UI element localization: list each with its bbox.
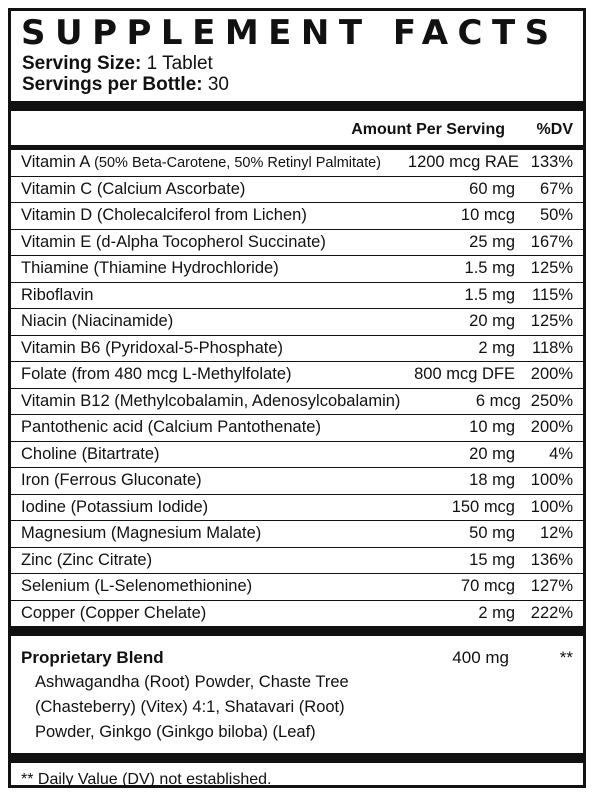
nutrient-dv: 200% [530, 418, 573, 437]
nutrient-label: Vitamin D [21, 206, 93, 225]
column-header [11, 115, 583, 145]
nutrient-name [21, 259, 365, 278]
nutrient-label: Zinc [21, 550, 53, 569]
serving-size [22, 53, 583, 74]
nutrient-row [11, 389, 583, 416]
servings-value: 30 [207, 74, 229, 95]
nutrient-dv: 200% [530, 365, 573, 384]
nutrient-label: Niacin [21, 312, 67, 331]
blend-amount: 400 mg [452, 648, 509, 667]
nutrient-row [11, 203, 583, 230]
nutrient-dv: 127% [530, 577, 573, 596]
header-dv: %DV [536, 121, 573, 138]
nutrient-label: Thiamine [21, 259, 89, 278]
serving-size-value: 1 Tablet [146, 53, 213, 74]
nutrient-name [21, 418, 365, 437]
nutrient-dv: 118% [532, 338, 573, 357]
nutrient-label: Vitamin A [21, 153, 90, 172]
nutrient-name [21, 445, 365, 464]
nutrient-name [21, 524, 365, 543]
nutrient-source: (Niacinamide) [71, 312, 174, 331]
nutrient-source: (Cholecalciferol from Lichen) [96, 206, 307, 225]
nutrient-amount: 1200 mcg RAE [407, 153, 519, 172]
nutrient-name [21, 233, 365, 252]
nutrient-row [11, 150, 583, 177]
nutrient-amount: 60 mg [469, 179, 515, 198]
nutrient-dv: 100% [530, 471, 573, 490]
nutrient-source: (Zinc Citrate) [56, 550, 153, 569]
blend-dv: ** [559, 648, 573, 667]
nutrient-name [21, 471, 365, 490]
nutrient-name [21, 339, 365, 358]
nutrient-dv: 115% [532, 285, 573, 304]
nutrient-row [11, 442, 583, 469]
nutrient-row [11, 495, 583, 522]
nutrient-amount: 70 mcg [460, 577, 515, 596]
nutrient-row [11, 521, 583, 548]
nutrient-label: Iodine [21, 497, 66, 516]
divider-thick-3 [11, 753, 583, 763]
nutrient-source: (50% Beta-Carotene, 50% Retinyl Palmitate) [94, 155, 382, 172]
nutrient-row [11, 283, 583, 310]
nutrient-label: Magnesium [21, 524, 107, 543]
nutrient-label: Riboflavin [21, 285, 94, 304]
nutrient-amount: 150 mcg [451, 497, 515, 516]
proprietary-blend [11, 636, 583, 745]
nutrient-amount: 18 mg [469, 471, 515, 490]
nutrient-name [21, 312, 365, 331]
nutrient-amount: 2 mg [478, 603, 515, 622]
nutrient-name [21, 577, 365, 596]
nutrient-name [21, 206, 365, 225]
footnote: ** Daily Value (DV) not established. [21, 771, 272, 788]
blend-ingredients: Ashwagandha (Root) Powder, Chaste Tree (Chasteberry) (Vitex) 4:1, Shatavari (Root) Powder, Ginkgo (Ginkgo biloba) (Leaf) [35, 673, 349, 741]
nutrient-row [11, 548, 583, 575]
nutrient-amount: 1.5 mg [464, 259, 515, 278]
nutrient-name [21, 153, 381, 172]
nutrient-source: (Bitartrate) [81, 444, 160, 463]
nutrient-dv: 136% [530, 550, 573, 569]
nutrient-dv: 250% [530, 391, 573, 410]
nutrient-label: Vitamin E [21, 232, 92, 251]
nutrient-amount: 2 mg [478, 338, 515, 357]
nutrient-dv: 4% [549, 444, 573, 463]
nutrient-source: (Calcium Pantothenate) [147, 418, 321, 437]
nutrient-amount: 1.5 mg [464, 285, 515, 304]
nutrient-row [11, 256, 583, 283]
nutrient-source: (Thiamine Hydrochloride) [93, 259, 279, 278]
nutrient-label: Vitamin C [21, 179, 93, 198]
divider-thick [11, 101, 583, 111]
nutrient-dv: 222% [530, 603, 573, 622]
nutrient-row [11, 336, 583, 363]
nutrient-row [11, 309, 583, 336]
nutrient-label: Vitamin B6 [21, 338, 101, 357]
nutrient-amount: 10 mcg [460, 206, 515, 225]
nutrient-list [11, 150, 583, 626]
servings-per-bottle [22, 74, 583, 95]
nutrient-dv: 50% [539, 206, 573, 225]
serving-size-label: Serving Size: [22, 53, 142, 74]
nutrient-amount: 10 mg [469, 418, 515, 437]
servings-label: Servings per Bottle: [22, 74, 203, 95]
divider-thick-2 [11, 626, 583, 636]
nutrient-source: (d-Alpha Tocopherol Succinate) [95, 232, 326, 251]
nutrient-dv: 67% [539, 179, 573, 198]
nutrient-row [11, 468, 583, 495]
nutrient-source: (from 480 mcg L-Methylfolate) [71, 365, 292, 384]
nutrient-amount: 800 mcg DFE [414, 365, 515, 384]
nutrient-source: (Potassium Iodide) [70, 497, 209, 516]
nutrient-source: (Pyridoxal-5-Phosphate) [105, 338, 284, 357]
header-amount: Amount Per Serving [351, 121, 505, 138]
nutrient-amount: 15 mg [469, 550, 515, 569]
nutrient-source: (Ferrous Gluconate) [54, 471, 202, 490]
nutrient-dv: 133% [530, 153, 573, 172]
nutrient-source: (Methylcobalamin, Adenosylcobalamin) [114, 391, 401, 410]
nutrient-name [21, 604, 365, 623]
nutrient-label: Vitamin B12 [21, 391, 110, 410]
nutrient-row [11, 362, 583, 389]
nutrient-source: (Copper Chelate) [79, 603, 207, 622]
nutrient-name [21, 365, 365, 384]
nutrient-amount: 20 mg [469, 444, 515, 463]
supplement-facts-panel [8, 8, 586, 788]
nutrient-dv: 125% [530, 312, 573, 331]
nutrient-label: Iron [21, 471, 50, 490]
nutrient-row [11, 574, 583, 601]
nutrient-label: Copper [21, 603, 76, 622]
nutrient-row [11, 177, 583, 204]
nutrient-source: (Calcium Ascorbate) [96, 179, 246, 198]
nutrient-dv: 125% [530, 259, 573, 278]
nutrient-name [21, 286, 365, 305]
nutrient-name [21, 498, 365, 517]
nutrient-amount: 25 mg [469, 232, 515, 251]
nutrient-label: Folate [21, 365, 67, 384]
nutrient-amount: 20 mg [469, 312, 515, 331]
nutrient-name [21, 392, 400, 411]
nutrient-label: Choline [21, 444, 77, 463]
nutrient-amount: 50 mg [469, 524, 515, 543]
nutrient-source: (Magnesium Malate) [110, 524, 262, 543]
nutrient-name [21, 551, 365, 570]
nutrient-row [11, 230, 583, 257]
panel-title: SUPPLEMENT FACTS [21, 13, 559, 53]
nutrient-dv: 12% [539, 524, 573, 543]
nutrient-row [11, 415, 583, 442]
nutrient-dv: 100% [530, 497, 573, 516]
nutrient-amount: 6 mcg [475, 391, 521, 410]
blend-name: Proprietary Blend [21, 648, 164, 667]
nutrient-source: (L-Selenomethionine) [94, 577, 253, 596]
nutrient-row [11, 601, 583, 627]
nutrient-label: Pantothenic acid [21, 418, 144, 437]
nutrient-name [21, 180, 365, 199]
nutrient-label: Selenium [21, 577, 90, 596]
nutrient-dv: 167% [530, 232, 573, 251]
